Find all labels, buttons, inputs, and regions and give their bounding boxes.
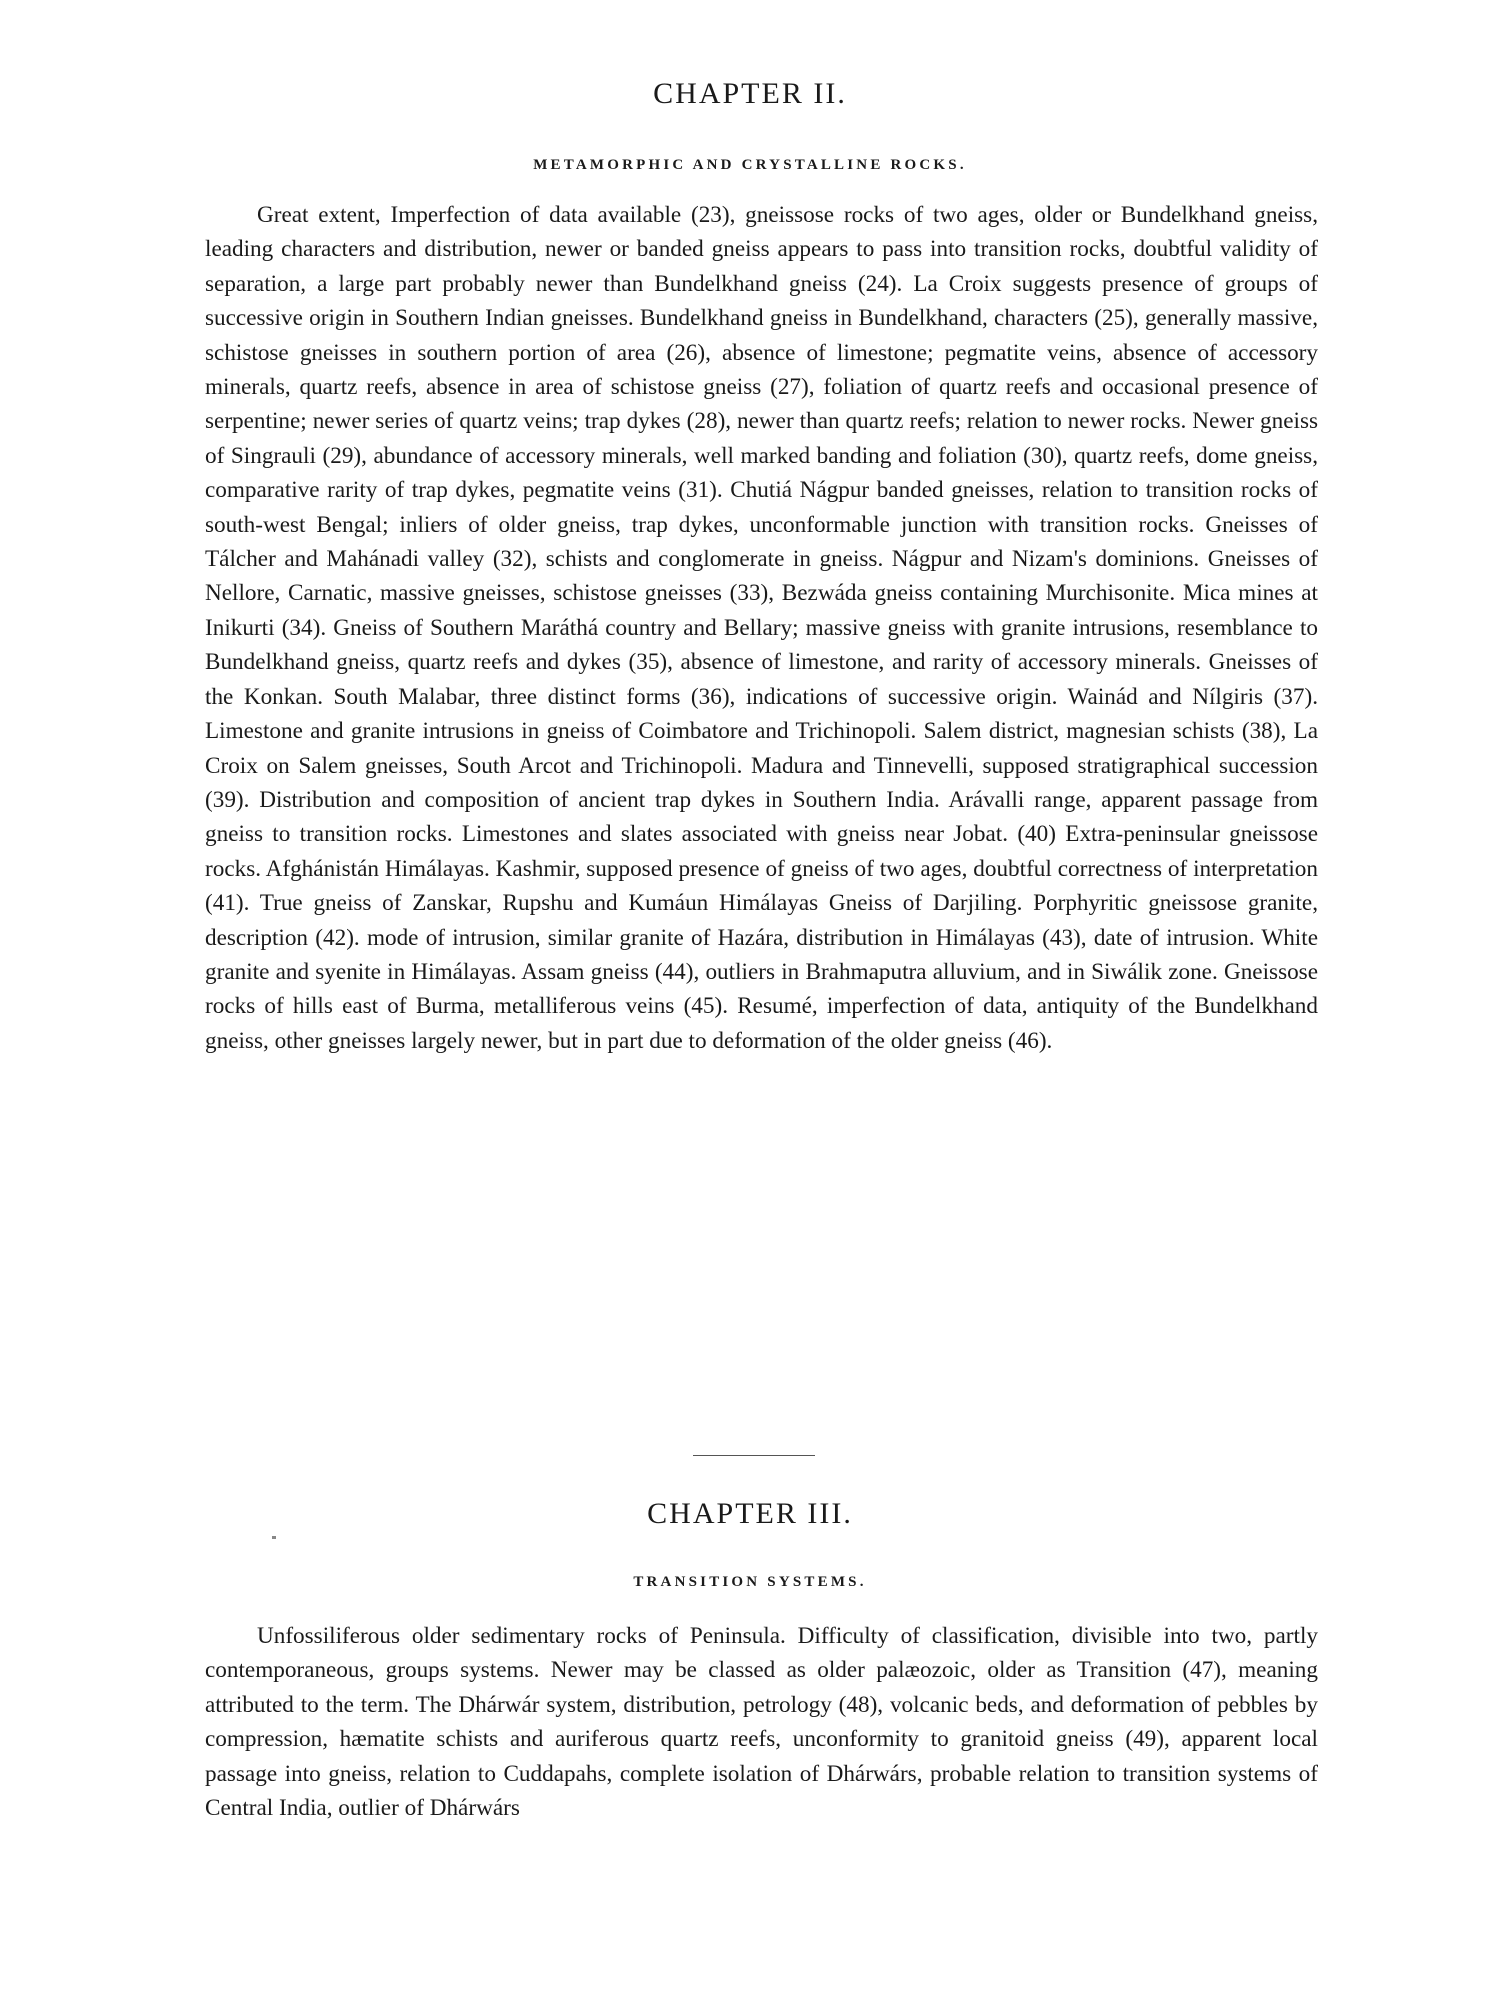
chapter-3-subtitle: TRANSITION SYSTEMS. [633,1574,867,1590]
chapter-3-title: CHAPTER III. [647,1497,853,1530]
chapter-2-subtitle: METAMORPHIC AND CRYSTALLINE ROCKS. [533,157,967,173]
section-divider [693,1455,815,1456]
print-speck [272,1536,276,1539]
chapter-3-summary: Unfossiliferous older sedimentary rocks of Peninsula. Difficulty of classification, divisible into two, partly contemporaneous, groups systems. Newer may be classed as older palæozoic, older as Transition (47), meaning attributed to the term. The Dhárwár system, distribution, petrology (48), volcanic beds, and deformation of pebbles by compression, hæmatite schists and auriferous quartz reefs, unconformity to granitoid gneiss (49), apparent local passage into gneiss, relation to Cuddapahs, complete isolation of Dhárwárs, probable relation to transition systems of Central India, outlier of Dhárwárs [205,1623,1318,1822]
chapter-2-summary: Great extent, Imperfection of data available (23), gneissose rocks of two ages, older or Bundelkhand gneiss, leading characters and distribution, newer or banded gneiss appears to pass into transition rocks, doubtful validity of separation, a large part probably newer than Bundelkhand gneiss (24). La Croix suggests presence of groups of successive origin in Southern Indian gneisses. Bundelkhand gneiss in Bundelkhand, characters (25), generally massive, schistose gneisses in southern portion of area (26), absence of limestone; pegmatite veins, absence of accessory minerals, quartz reefs, absence in area of schistose gneiss (27), foliation of quartz reefs and occasional presence of serpentine; newer series of quartz veins; trap dykes (28), newer than quartz reefs; relation to newer rocks. Newer gneiss of Singrauli (29), abundance of accessory minerals, well marked banding and foliation (30), quartz reefs, dome gneiss, comparative rarity of trap dykes, pegmatite veins (31). Chutiá Nágpur banded gneisses, relation to transition rocks of south-west Bengal; inliers of older gneiss, trap dykes, unconformable junction with transition rocks. Gneisses of Tálcher and Mahánadi valley (32), schists and conglomerate in gneiss. Nágpur and Nizam's dominions. Gneisses of Nellore, Carnatic, massive gneisses, schistose gneisses (33), Bezwáda gneiss containing Murchisonite. Mica mines at Inikurti (34). Gneiss of Southern Maráthá country and Bellary; massive gneiss with granite intrusions, resemblance to Bundelkhand gneiss, quartz reefs and dykes (35), absence of limestone, and rarity of accessory minerals. Gneisses of the Konkan. South Malabar, three distinct forms (36), indications of successive origin. Wainád and Nílgiris (37). Limestone and granite intrusions in gneiss of Coimbatore and Trichinopoli. Salem district, magnesian schists (38), La Croix on Salem gneisses, South Arcot and Trichinopoli. Madura and Tinnevelli, supposed stratigraphical succession (39). Distribution and composition of ancient trap dykes in Southern India. Arávalli range, apparent passage from gneiss to transition rocks. Limestones and slates associated with gneiss near Jobat. (40) Extra-peninsular gneissose rocks. Afghánistán Himálayas. Kashmir, supposed presence of gneiss of two ages, doubtful correctness of interpretation (41). True gneiss of Zanskar, Rupshu and Kumáun Himálayas Gneiss of Darjiling. Porphyritic gneissose granite, description (42). mode of intrusion, similar granite of Hazára, distribution in Himálayas (43), date of intrusion. White granite and syenite in Himálayas. Assam gneiss (44), outliers in Brahmaputra alluvium, and in Siwálik zone. Gneissose rocks of hills east of Burma, metalliferous veins (45). Resumé, imperfection of data, antiquity of the Bundelkhand gneiss, other gneisses largely newer, but in part due to deformation of the older gneiss (46). [205,202,1318,1054]
chapter-2-title: CHAPTER II. [653,77,847,110]
